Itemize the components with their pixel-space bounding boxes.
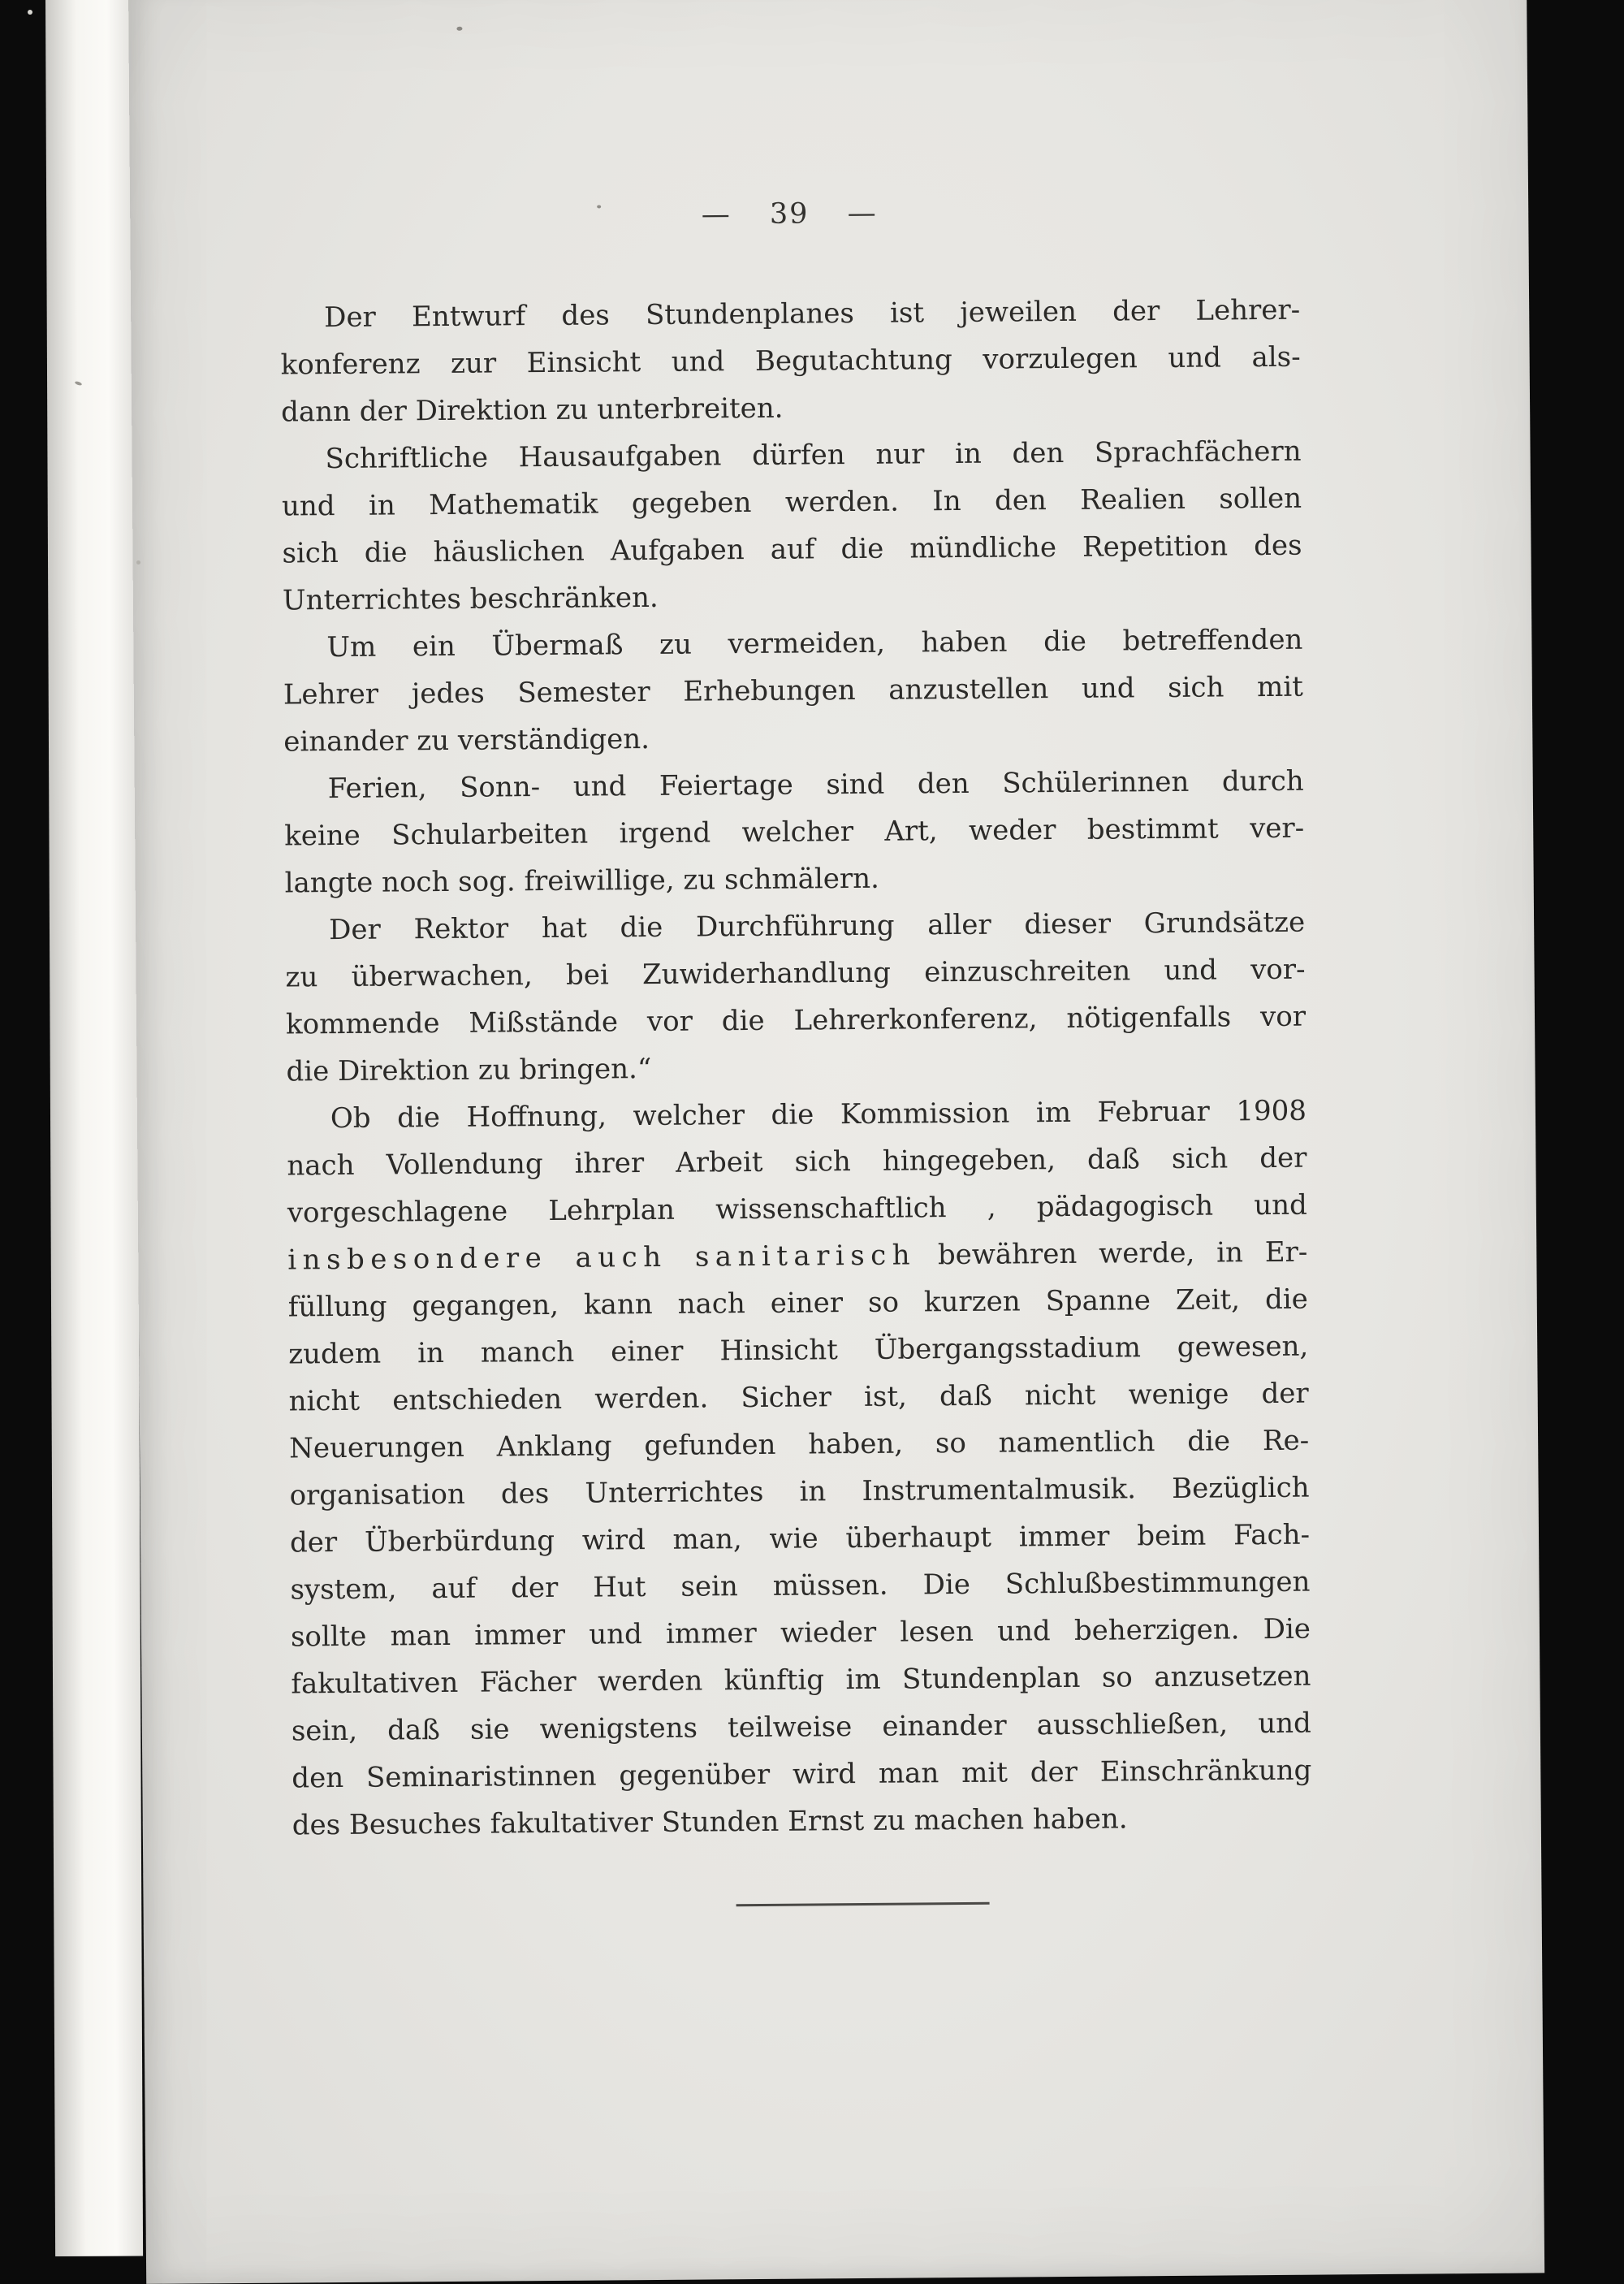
scan-speck <box>28 10 32 15</box>
text-line <box>287 1229 1307 1284</box>
text-line: Der Rektor hat die Durchführung aller dieser Grundsätze <box>328 906 1306 947</box>
text-line: sein, daß sie wenigstens teilweise einander ausschließen, und <box>291 1707 1312 1748</box>
book-page <box>128 0 1544 2284</box>
page-number: — 39 — <box>701 197 878 231</box>
text-line: langte noch sog. freiwillige, zu schmälern. <box>284 862 880 900</box>
text-line: fakultativen Fächer werden künftig im Stundenplan so anzusetzen <box>291 1659 1311 1701</box>
text-block <box>280 287 1312 1849</box>
text-line: Unterrichtes beschränken. <box>282 581 659 617</box>
text-line: einander zu verständigen. <box>283 722 650 759</box>
text-line: Neuerungen Anklang gefunden haben, so namentlich die Re- <box>288 1424 1310 1465</box>
page-inner <box>128 0 1544 2284</box>
text-line: Schriftliche Hausaufgaben dürfen nur in den Sprachfächern <box>325 435 1302 476</box>
text-line: zudem in manch einer Hinsicht Übergangsstadium gewesen, <box>288 1330 1309 1371</box>
closing-rule <box>736 1902 990 1906</box>
scan-speck <box>597 205 601 208</box>
text-segment: bewähren werde, in Er- <box>915 1235 1308 1272</box>
text-line: sollte man immer und immer wieder lesen und beherzigen. Die <box>290 1612 1311 1654</box>
text-line: Ferien, Sonn- und Feiertage sind den Schülerinnen durch <box>327 764 1304 806</box>
text-line: die Direktion zu bringen.“ <box>286 1052 652 1088</box>
text-line: des Besuches fakultativer Stunden Ernst zu machen haben. <box>292 1802 1128 1842</box>
text-line: Lehrer jedes Semester Erhebungen anzustellen und sich mit <box>283 670 1303 712</box>
text-line: vorgeschlagene Lehrplan wissenschaftlich , pädagogisch und <box>287 1188 1307 1230</box>
text-line: dann der Direktion zu unterbreiten. <box>280 391 784 429</box>
text-line: Der Entwurf des Stundenplanes ist jeweilen der Lehrer- <box>324 293 1301 335</box>
text-line: Ob die Hoffnung, welcher die Kommission im Februar 1908 <box>330 1094 1307 1136</box>
text-line: nicht entschieden werden. Sicher ist, daß nicht wenige der <box>288 1377 1309 1418</box>
text-line: den Seminaristinnen gegenüber wird man mit der Einschränkung <box>292 1754 1312 1795</box>
scan-speck <box>456 27 462 31</box>
text-line: kommende Mißstände vor die Lehrerkonferenz, nötigenfalls vor <box>285 1000 1307 1041</box>
text-line: der Überbürdung wird man, wie überhaupt immer beim Fach- <box>289 1518 1311 1559</box>
text-line: füllung gegangen, kann nach einer so kurzen Spanne Zeit, die <box>287 1283 1308 1324</box>
text-line: sich die häuslichen Aufgaben auf die mündliche Repetition des <box>282 529 1302 570</box>
text-line: nach Vollendung ihrer Arbeit sich hingegeben, daß sich der <box>287 1141 1307 1183</box>
text-line: konferenz zur Einsicht und Begutachtung vorzulegen und als- <box>280 340 1301 382</box>
text-line: zu überwachen, bei Zuwiderhandlung einzuschreiten und vor- <box>285 953 1306 994</box>
text-line: keine Schularbeiten irgend welcher Art, weder bestimmt ver- <box>284 811 1305 853</box>
emphasized-text: insbesondere auch sanitarisch <box>287 1239 917 1277</box>
page-stack-edge <box>45 0 143 2256</box>
text-line: system, auf der Hut sein müssen. Die Schlußbestimmungen <box>290 1565 1311 1607</box>
text-line: und in Mathematik gegeben werden. In den Realien sollen <box>281 482 1302 523</box>
text-line: Um ein Übermaß zu vermeiden, haben die betreffenden <box>326 623 1303 664</box>
text-line: organisation des Unterrichtes in Instrumentalmusik. Bezüglich <box>289 1471 1310 1512</box>
scan-speck <box>136 560 140 565</box>
